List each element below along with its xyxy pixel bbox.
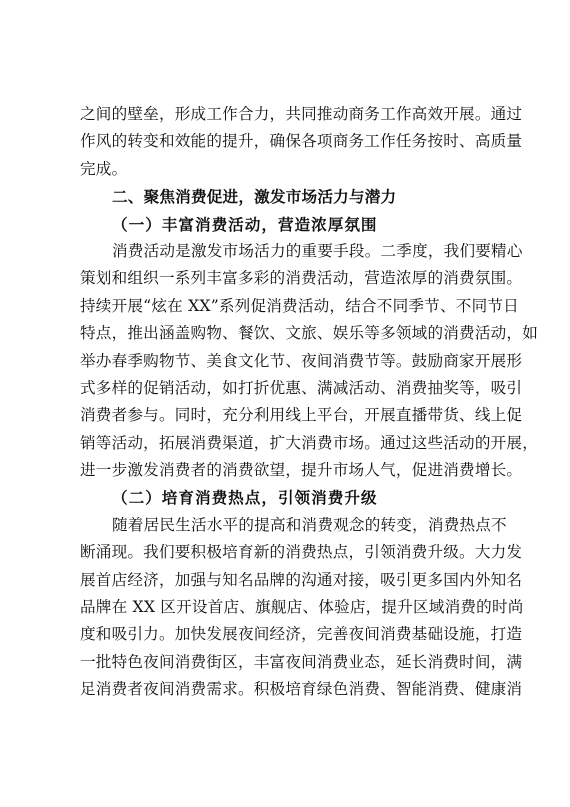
paragraph-line: 举办春季购物节、美食文化节、夜间消费节等。鼓励商家开展形	[80, 351, 523, 370]
paragraph-line: 足消费者夜间消费需求。积极培育绿色消费、智能消费、健康消	[80, 680, 523, 699]
paragraph-line: 断涌现。我们要积极培育新的消费热点，引领消费升级。大力发	[80, 543, 523, 562]
paragraph-line: 进一步激发消费者的消费欲望，提升市场人气，促进消费增长。	[80, 461, 523, 480]
paragraph-line: 特点，推出涵盖购物、餐饮、文旅、娱乐等多领域的消费活动，如	[80, 324, 539, 343]
paragraph-line: 之间的壁垒，形成工作合力，共同推动商务工作高效开展。通过	[80, 105, 523, 123]
paragraph-line: 展首店经济，加强与知名品牌的沟通对接，吸引更多国内外知名	[80, 570, 523, 589]
paragraph-line: 销等活动，拓展消费渠道，扩大消费市场。通过这些活动的开展，	[80, 433, 539, 452]
document-body	[80, 101, 539, 704]
paragraph-line: 持续开展“炫在 XX”系列促消费活动，结合不同季节、不同节日	[80, 296, 519, 315]
paragraph-line: 一批特色夜间消费街区，丰富夜间消费业态，延长消费时间，满	[80, 652, 523, 671]
subsection-heading: （一）丰富消费活动，营造浓厚氛围	[112, 214, 378, 234]
paragraph-line: 消费活动是激发市场活力的重要手段。二季度，我们要精心	[112, 241, 523, 260]
paragraph-line: 作风的转变和效能的提升，确保各项商务工作任务按时、高质量	[80, 132, 523, 151]
subsection-heading: （二）培育消费热点，引领消费升级	[112, 488, 378, 508]
paragraph-line: 式多样的促销活动，如打折优惠、满减活动、消费抽奖等，吸引	[80, 378, 523, 397]
paragraph-line: 策划和组织一系列丰富多彩的消费活动，营造浓厚的消费氛围。	[80, 269, 523, 288]
section-heading: 二、聚焦消费促进，激发市场活力与潜力	[112, 187, 397, 207]
paragraph-line: 品牌在 XX 区开设首店、旗舰店、体验店，提升区域消费的时尚	[80, 598, 524, 617]
paragraph-line: 度和吸引力。加快发展夜间经济，完善夜间消费基础设施，打造	[80, 625, 523, 644]
paragraph-line: 消费者参与。同时，充分利用线上平台，开展直播带货、线上促	[80, 406, 523, 425]
paragraph-line: 随着居民生活水平的提高和消费观念的转变，消费热点不	[112, 515, 507, 534]
paragraph-line: 完成。	[80, 159, 128, 178]
